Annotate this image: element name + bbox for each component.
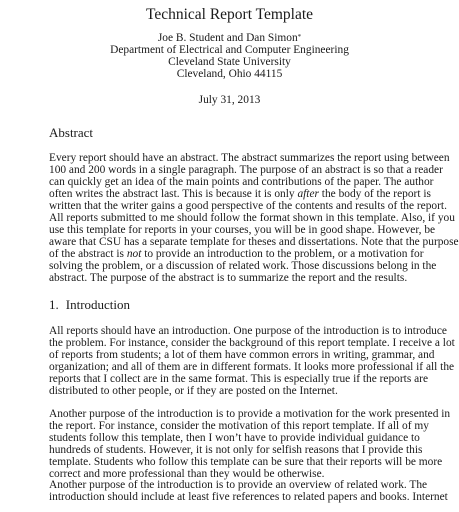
paragraph-line: template. Students who follow this template can be sure that their reports will be more [49, 456, 443, 468]
city: Cleveland, Ohio 44115 [176, 68, 283, 80]
paragraph-line: students follow this template, then I won’t have to provide individual guidance to [49, 432, 420, 444]
abstract-paragraph [49, 152, 459, 284]
section-title: Introduction [65, 297, 131, 312]
paragraph-line: All reports should have an introduction. One purpose of the introduction is to introduce [49, 325, 447, 337]
report-title: Technical Report Template [145, 6, 314, 23]
report-date: July 31, 2013 [198, 94, 261, 106]
abstract-line: Every report should have an abstract. The abstract summarizes the report using between [49, 152, 450, 164]
paragraph-line: the problem. For instance, consider the background of this report template. I receive a lot [49, 337, 455, 349]
paragraph-line: hundreds of students. However, it is not only for selfish reasons that I provide this [49, 444, 423, 456]
paragraph-line: of reports from students; a lot of them have common errors in writing, grammar, and [49, 349, 435, 361]
paragraph-line: the report. For instance, consider the motivation of this report template. If all of my [49, 420, 429, 432]
university: Cleveland State University [168, 56, 291, 68]
abstract-line: written that the writer gains a good perspective of the contents and results of the report. [49, 200, 447, 212]
abstract-line: All reports submitted to me should follow the format shown in this template. Also, if you [49, 212, 455, 224]
paragraph-line: reports that I collect are in the same format. This is especially true if the reports are [49, 373, 429, 385]
emphasis-after: after [297, 188, 319, 200]
introduction-paragraph-1 [49, 325, 455, 397]
abstract-line: can quickly get an idea of the main points and contributions of the paper. The author [49, 176, 434, 188]
introduction-paragraph-3 [49, 479, 448, 503]
section-number: 1. [49, 297, 59, 312]
department: Department of Electrical and Computer Engineering [110, 44, 349, 56]
paragraph-line: introduction should include at least five references to related papers and books. Internet [49, 491, 448, 503]
introduction-paragraph-2 [49, 408, 451, 480]
emphasis-not: not [126, 248, 142, 260]
abstract-line: use this template for reports in your courses, you will be in good shape. However, be [49, 224, 436, 236]
paragraph-line: distributed to other people, or if they are posted on the Internet. [49, 385, 338, 397]
paragraph-line: Another purpose of the introduction is to provide an overview of related work. The [49, 479, 428, 491]
abstract-line: 100 and 200 words in a single paragraph. The purpose of an abstract is so that a reader [49, 164, 443, 176]
introduction-heading [49, 297, 130, 312]
abstract-heading: Abstract [49, 125, 94, 140]
authors: Joe B. Student and Dan Simon [157, 32, 298, 44]
author-footnote-mark: * [297, 33, 302, 41]
paragraph-line: correct and more professional than they would be otherwise. [49, 468, 325, 480]
abstract-line: solving the problem, or a discussion of related work. Those discussions belong in the [49, 260, 437, 272]
abstract-line: of the abstract is not to provide an introduction to the problem, or a motivation for [49, 248, 424, 260]
paragraph-line: Another purpose of the introduction is to provide a motivation for the work presented in [49, 408, 451, 420]
paragraph-line: organization; and all of them are in different formats. It looks more professional if all the [49, 361, 455, 373]
abstract-line: aware that CSU has a separate template for theses and dissertations. Note that the purpose [49, 236, 459, 248]
abstract-line: often writes the abstract last. This is because it is only after the body of the report is [49, 188, 431, 200]
abstract-line: abstract. The purpose of the abstract is to summarize the report and the results. [49, 272, 408, 284]
